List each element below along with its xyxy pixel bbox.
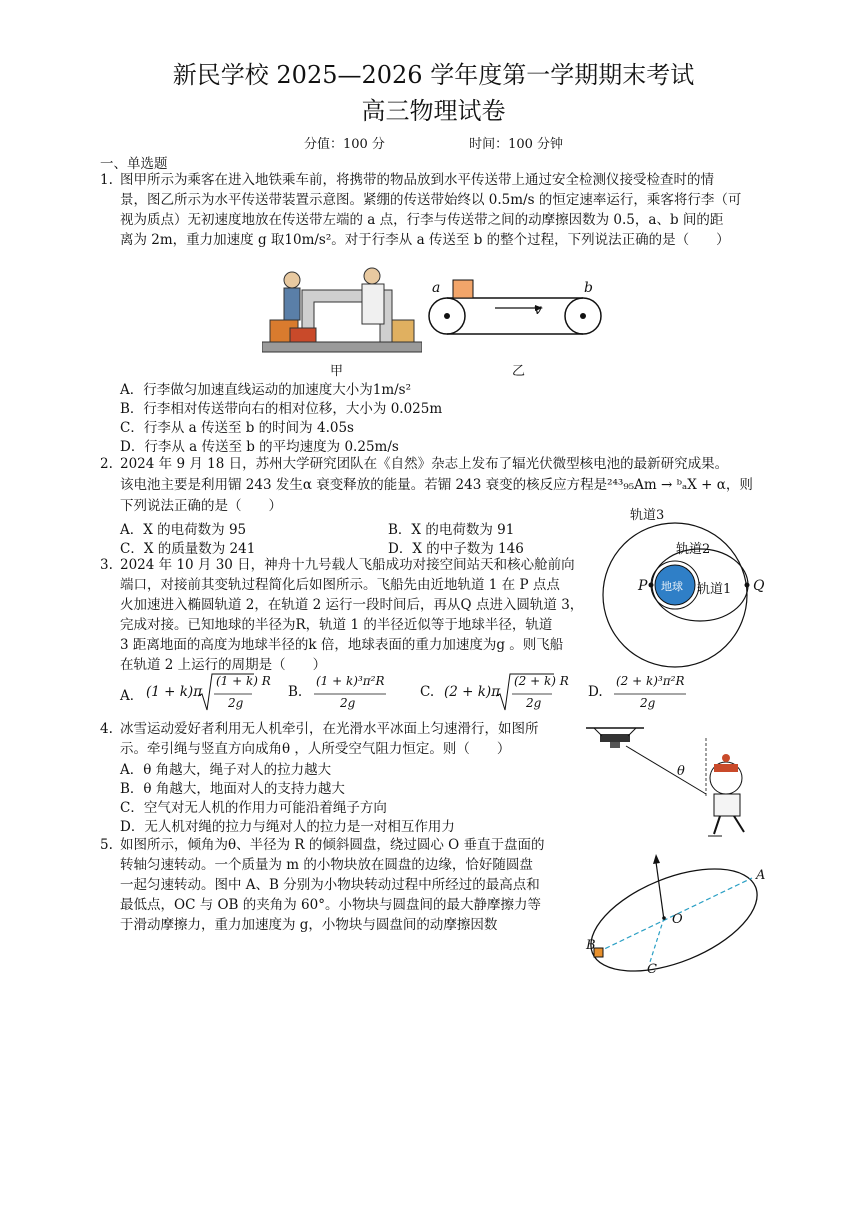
question-text: 最低点，OC 与 OB 的夹角为 60°。小物块与圆盘间的最大静摩擦力等 bbox=[120, 897, 541, 913]
question-text: 视为质点）无初速度地放在传送带左端的 a 点，行李与传送带之间的动摩擦因数为 0.5，a、b 间的距 bbox=[120, 212, 724, 228]
q3-option-a-coef: (1 + k)π bbox=[146, 684, 203, 700]
question-text: 一起匀速转动。图中 A、B 分别为小物块转动过程中所经过的最高点和 bbox=[120, 877, 540, 893]
conveyor-belt-diagram bbox=[425, 276, 605, 346]
drone-icon bbox=[586, 728, 644, 748]
q3-option-c-denominator: 2g bbox=[526, 696, 542, 710]
question-text: 如图所示，倾角为θ、半径为 R 的倾斜圆盘，绕过圆心 O 垂直于盘面的 bbox=[120, 837, 545, 853]
question-text: 于滑动摩擦力，重力加速度为 g，小物块与圆盘间的动摩擦因数 bbox=[120, 917, 498, 933]
question-text: 端口，对接前其变轨过程简化后如图所示。飞船先由近地轨道 1 在 P 点点 bbox=[120, 577, 560, 593]
orbit-2-label: 轨道2 bbox=[676, 542, 711, 557]
q3-option-a-label: A． bbox=[120, 688, 144, 704]
q3-option-b-label: B. bbox=[288, 684, 303, 700]
q3-option-b-numerator: (1 + k)³π²R bbox=[316, 674, 385, 688]
question-text: 示。牵引绳与竖直方向成角θ ，人所受空气阻力恒定。则（ ） bbox=[120, 741, 511, 757]
question-text: 该电池主要是利用镅 243 发生α 衰变释放的能量。若镅 243 衰变的核反应方程是²⁴³₉₅Am → ᵇₐX + α，则 bbox=[120, 477, 753, 493]
question-text: 火加速进入椭圆轨道 2，在轨道 2 运行一段时间后，再从Q 点进入圆轨道 3， bbox=[120, 597, 584, 613]
q3-option-d-label: D. bbox=[588, 684, 603, 700]
q2-option-b: B．X 的电荷数为 91 bbox=[388, 522, 515, 538]
question-number: 4. bbox=[100, 721, 113, 737]
q4-option-b: B．θ 角越大，地面对人的支持力越大 bbox=[120, 781, 345, 797]
exam-meta bbox=[0, 133, 867, 152]
question-text: 完成对接。已知地球的半径为R，轨道 1 的半径近似等于地球半径，轨道 bbox=[120, 617, 553, 633]
orbit-3-label: 轨道3 bbox=[630, 508, 665, 523]
q1-option-a: A．行李做匀加速直线运动的加速度大小为1m/s² bbox=[120, 382, 412, 398]
q3-option-c-coef: (2 + k)π bbox=[444, 684, 501, 700]
question-text: 2024 年 10 月 30 日，神舟十九号载人飞船成功对接空间站天和核心舱前向 bbox=[120, 557, 575, 573]
exam-title: 新民学校 2025—2026 学年度第一学期期末考试 bbox=[172, 61, 695, 89]
q2-option-d: D．X 的中子数为 146 bbox=[388, 541, 524, 557]
q4-option-a: A．θ 角越大，绳子对人的拉力越大 bbox=[120, 762, 332, 778]
question-text: 下列说法正确的是（ ） bbox=[120, 498, 282, 514]
q3-option-d-numerator: (2 + k)³π²R bbox=[616, 674, 685, 688]
score-info: 分值：100 分 bbox=[303, 137, 385, 152]
q3-option-b-denominator: 2g bbox=[340, 696, 356, 710]
angle-theta-label: θ bbox=[677, 764, 685, 779]
q2-option-c: C．X 的质量数为 241 bbox=[120, 541, 256, 557]
q1-option-d: D．行李从 a 传送至 b 的平均速度为 0.25m/s bbox=[120, 439, 399, 455]
drone-skater-illustration bbox=[586, 718, 776, 842]
point-b-label: b bbox=[584, 280, 593, 296]
question-number: 5. bbox=[100, 837, 113, 853]
question-text: 3 距离地面的高度为地球半径的k 倍，地球表面的重力加速度为g 。则飞船 bbox=[120, 637, 564, 653]
point-a-label: A bbox=[756, 868, 766, 883]
skater-icon bbox=[708, 754, 744, 836]
section-heading: 一、单选题 bbox=[100, 156, 168, 172]
earth-label: 地球 bbox=[661, 580, 683, 593]
q3-option-d-denominator: 2g bbox=[640, 696, 656, 710]
q2-option-a: A．X 的电荷数为 95 bbox=[120, 522, 247, 538]
question-text: 转轴匀速转动。一个质量为 m 的小物块放在圆盘的边缘，恰好随圆盘 bbox=[120, 857, 533, 873]
q3-option-c-label: C. bbox=[420, 684, 435, 700]
security-scanner-illustration bbox=[262, 262, 422, 362]
q4-option-c: C．空气对无人机的作用力可能沿着绳子方向 bbox=[120, 800, 387, 816]
question-number: 3. bbox=[100, 557, 113, 573]
question-text: 景，图乙所示为水平传送带装置示意图。紧绷的传送带始终以 0.5m/s 的恒定速率运行，乘客将行李（可 bbox=[120, 192, 742, 208]
q1-option-b: B．行李相对传送带向右的相对位移，大小为 0.025m bbox=[120, 401, 443, 417]
point-o-label: O bbox=[672, 912, 683, 927]
question-text: 冰雪运动爱好者利用无人机牵引，在光滑水平冰面上匀速滑行，如图所 bbox=[120, 721, 539, 737]
orbit-diagram bbox=[600, 500, 780, 690]
point-q-label: Q bbox=[753, 578, 765, 594]
figure-label-jia: 甲 bbox=[330, 364, 344, 379]
question-text: 离为 2m，重力加速度 g 取10m/s²。对于行李从 a 传送至 b 的整个过程，下列说法正确的是（ ） bbox=[120, 232, 730, 248]
point-b-label: B bbox=[586, 938, 596, 953]
point-p-label: P bbox=[638, 578, 648, 594]
figure-label-yi: 乙 bbox=[512, 364, 526, 379]
question-text: 图甲所示为乘客在进入地铁乘车前，将携带的物品放到水平传送带上通过安全检测仪接受检查时的情 bbox=[120, 172, 714, 188]
q4-option-d: D．无人机对绳的拉力与绳对人的拉力是一对相互作用力 bbox=[120, 819, 455, 835]
question-number: 2. bbox=[100, 456, 113, 472]
question-number: 1. bbox=[100, 172, 113, 188]
point-a-label: a bbox=[432, 280, 441, 296]
q3-option-a-denominator: 2g bbox=[228, 696, 244, 710]
question-text: 2024 年 9 月 18 日，苏州大学研究团队在《自然》杂志上发布了辐光伏微型核电池的最新研究成果。 bbox=[120, 456, 729, 472]
q3-option-a-numerator: (1 + k) R bbox=[216, 674, 271, 688]
question-text: 在轨道 2 上运行的周期是（ ） bbox=[120, 657, 327, 673]
orbit-1-label: 轨道1 bbox=[697, 582, 732, 597]
point-c-label: C bbox=[647, 962, 657, 977]
exam-subtitle: 高三物理试卷 bbox=[361, 97, 506, 125]
time-info: 时间：100 分钟 bbox=[469, 137, 564, 152]
q3-option-c-numerator: (2 + k) R bbox=[514, 674, 569, 688]
q1-option-c: C．行李从 a 传送至 b 的时间为 4.05s bbox=[120, 420, 354, 436]
velocity-label: v bbox=[534, 302, 542, 318]
